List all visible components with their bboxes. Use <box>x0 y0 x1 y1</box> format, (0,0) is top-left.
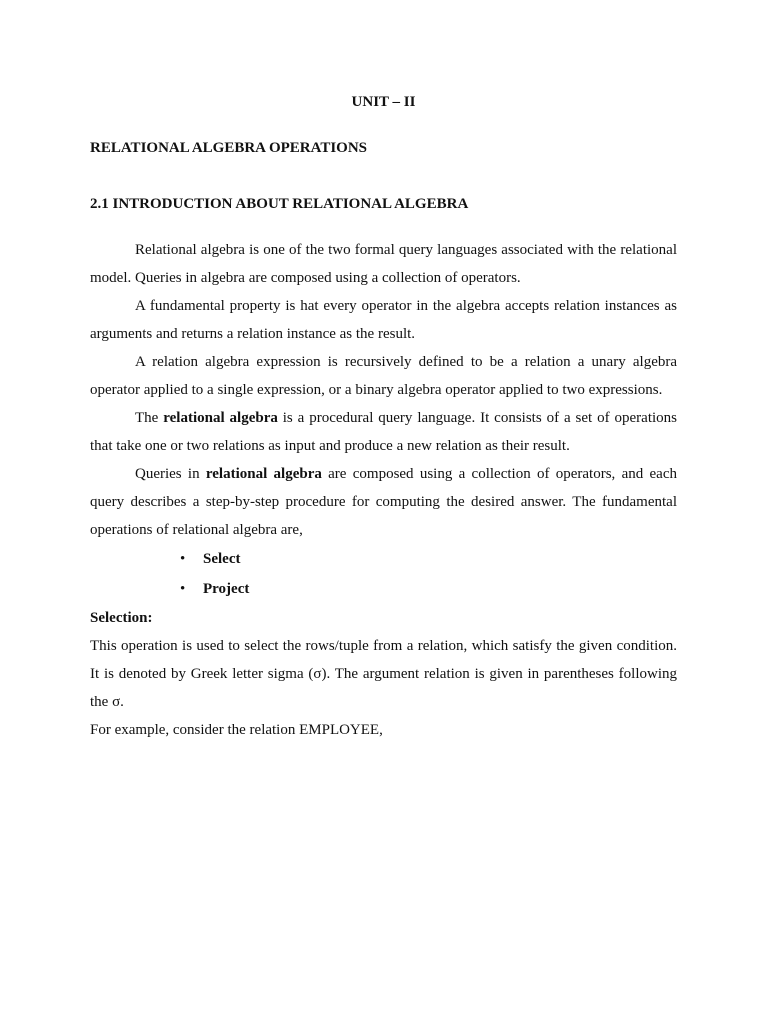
selection-heading: Selection: <box>90 610 153 626</box>
document-content <box>90 88 677 744</box>
section-title: 2.1 INTRODUCTION ABOUT RELATIONAL ALGEBRA <box>90 196 469 212</box>
paragraph-5 <box>90 460 677 544</box>
paragraph-4 <box>90 404 677 460</box>
paragraph-1: Relational algebra is one of the two formal query languages associated with the relational model. Queries in algebra are composed using a collection of operators. <box>90 242 677 286</box>
operation-item-project <box>180 574 677 604</box>
bullet-icon: • <box>180 551 186 567</box>
operation-item-select <box>180 544 677 574</box>
paragraph-3: A relation algebra expression is recursively defined to be a relation a unary algebra operator applied to a single expression, or a binary algebra operator applied to two expressions. <box>90 354 677 398</box>
intro-body <box>90 236 677 744</box>
selection-example: For example, consider the relation EMPLOYEE, <box>90 722 383 738</box>
chapter-title: RELATIONAL ALGEBRA OPERATIONS <box>90 140 368 156</box>
paragraph-2: A fundamental property is hat every operator in the algebra accepts relation instances as arguments and returns a relation instance as the result. <box>90 298 677 342</box>
bullet-icon: • <box>180 581 186 597</box>
paragraph-4-lead: The <box>135 410 164 426</box>
paragraph-5-lead: Queries in <box>135 466 206 482</box>
paragraph-4-rest: is a procedural query language. It consists of a set of operations that take one or two relations as input and produce a new relation as their result. <box>90 410 677 454</box>
paragraph-4-bold-term: relational algebra <box>163 410 278 426</box>
operations-list <box>90 544 677 604</box>
paragraph-5-rest: are composed using a collection of operators, and each query describes a step-by-step procedure for computing the desired answer. The fundamental operations of relational algebra are, <box>90 466 677 538</box>
unit-title: UNIT – II <box>351 94 416 110</box>
paragraph-5-bold-term: relational algebra <box>205 466 322 482</box>
selection-description: This operation is used to select the rows/tuple from a relation, which satisfy the given condition. It is denoted by Greek letter sigma (σ). The argument relation is given in parentheses following the σ. <box>90 638 677 710</box>
operation-label: Select <box>203 551 241 567</box>
operation-label: Project <box>203 581 250 597</box>
